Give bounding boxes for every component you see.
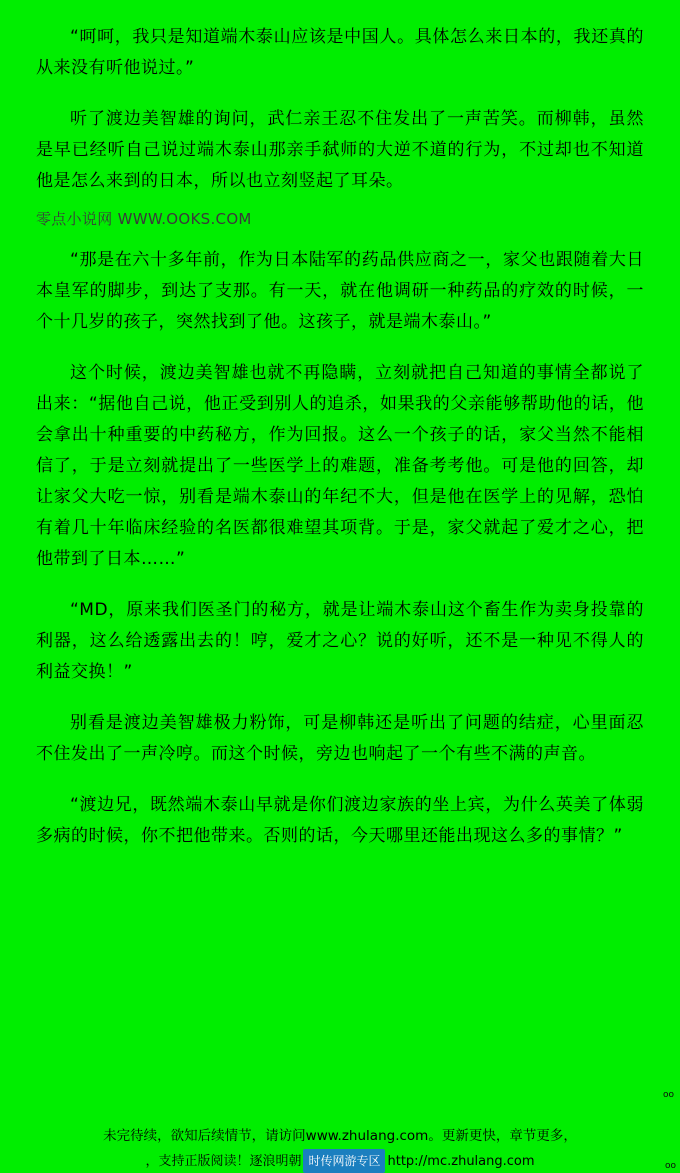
- footer-notice: 未完待续，欲知后续情节，请访问www.zhulang.com。更新更快，章节更多，: [103, 1128, 577, 1144]
- page-footer: [0, 1125, 680, 1173]
- paragraph: 这个时候，渡边美智雄也就不再隐瞒，立刻就把自己知道的事情全都说了出来：“据他自己说，他正受到别人的追杀，如果我的父亲能够帮助他的话，他会拿出十种重要的中药秘方，作为回报。这么一个孩子的话，家父当然不能相信了，于是立刻就提出了一些医学上的难题，准备考考他。可是他的回答，却让家父大吃一惊，别看是端木泰山的年纪不大，但是他在医学上的见解，恐怕有着几十年临床经验的名医都很难望其项背。于是，家父就起了爱才之心，把他带到了日本……”: [36, 363, 644, 569]
- site-watermark: 零点小说网 WWW.OOKS.COM: [36, 210, 252, 228]
- footer-promo: [0, 1149, 680, 1173]
- paragraph: “MD，原来我们医圣门的秘方，就是让端木泰山这个畜生作为卖身投靠的利器，这么给透露出去的！哼，爱才之心？说的好听，还不是一种见不得人的利益交换！”: [36, 600, 644, 682]
- paragraph: “渡边兄，既然端木泰山早就是你们渡边家族的坐上宾，为什么英美了体弱多病的时候，你不把他带来。否则的话，今天哪里还能出现这么多的事情？”: [36, 795, 644, 846]
- footer-promo-link[interactable]: http://mc.zhulang.com: [387, 1154, 535, 1169]
- page-corner-mark-bottom: oo: [664, 1161, 676, 1171]
- footer-badge[interactable]: 时传网游专区: [303, 1149, 385, 1173]
- paragraph: “那是在六十多年前，作为日本陆军的药品供应商之一，家父也跟随着大日本皇军的脚步，到达了支那。有一天，就在他调研一种药品的疗效的时候，一个十几岁的孩子，突然找到了他。这孩子，就是端木泰山。”: [36, 250, 644, 332]
- paragraph: “呵呵，我只是知道端木泰山应该是中国人。具体怎么来日本的，我还真的从来没有听他说过。”: [36, 27, 644, 78]
- page-corner-mark-top: oo: [662, 1090, 674, 1100]
- paragraph: 别看是渡边美智雄极力粉饰，可是柳韩还是听出了问题的结症，心里面忍不住发出了一声冷哼。而这个时候，旁边也响起了一个有些不满的声音。: [36, 713, 644, 764]
- footer-promo-prefix: ，支持正版阅读！逐浪明朝: [145, 1154, 302, 1169]
- paragraph: 听了渡边美智雄的询问，武仁亲王忍不住发出了一声苦笑。而柳韩，虽然是早已经听自己说过端木泰山那亲手弑师的大逆不道的行为，不过却也不知道他是怎么来到的日本，所以也立刻竖起了耳朵。: [36, 109, 644, 191]
